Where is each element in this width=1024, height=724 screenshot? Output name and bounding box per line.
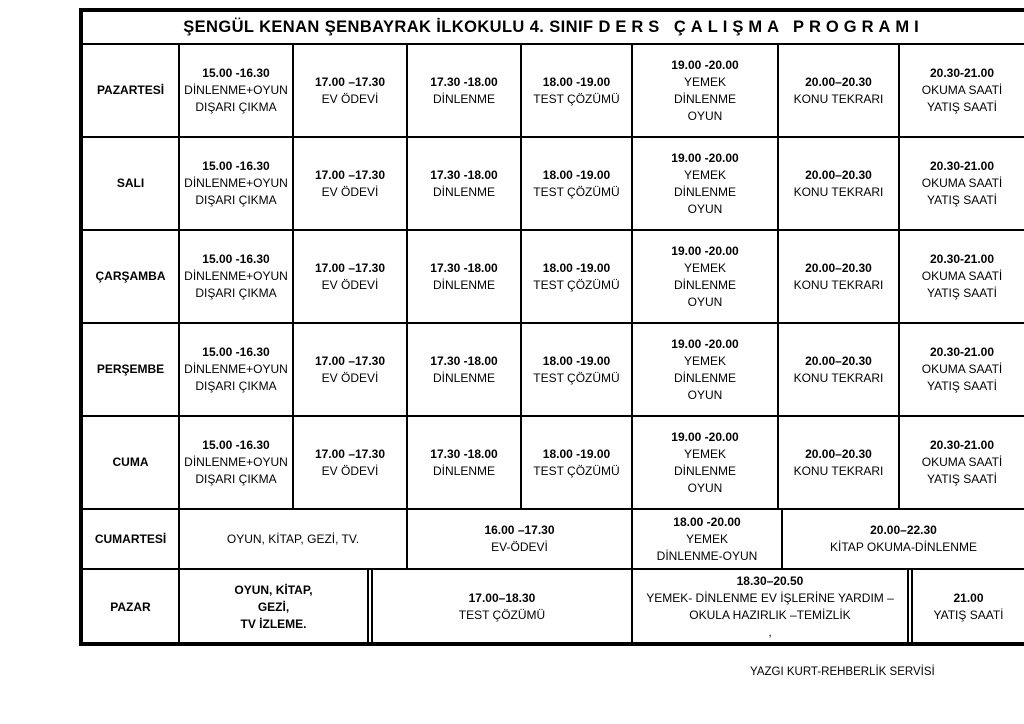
schedule-slot: [407, 44, 521, 137]
day-cell: [82, 509, 179, 569]
slot-activity: KİTAP OKUMA-DİNLENME: [830, 540, 977, 554]
slot-time: 15.00 -16.30: [202, 159, 270, 173]
slot-time: 20.30-21.00: [929, 252, 995, 266]
schedule-slot: [632, 137, 778, 230]
slot-time: 15.00 -16.30: [202, 438, 270, 452]
schedule-slot: [293, 416, 407, 509]
slot-time: 15.00 -16.30: [202, 66, 270, 80]
slot-time: 17.00 –17.30: [314, 260, 386, 275]
slot-activity: OYUN: [687, 294, 723, 309]
slot-activity: EV ÖDEVİ: [321, 91, 379, 106]
schedule-slot: [778, 137, 899, 230]
day-label: CUMARTESİ: [94, 531, 167, 546]
slot-time: 20.00–20.30: [805, 260, 872, 275]
day-cell: [82, 569, 179, 645]
slot-activity: TEST ÇÖZÜMÜ: [533, 91, 620, 106]
slot-activity: TV İZLEME.: [240, 616, 307, 631]
schedule-slot: [899, 137, 1024, 230]
slot-activity: YATIŞ SAATİ: [926, 472, 997, 486]
slot-activity: OKULA HAZIRLIK –TEMİZLİK: [689, 608, 851, 622]
slot-activity: DIŞARI ÇIKMA: [195, 193, 277, 207]
slot-activity: DİNLENME: [432, 277, 495, 292]
slot-time: 21.00: [953, 591, 984, 605]
slot-time: 15.00 -16.30: [202, 345, 270, 359]
slot-time: 16.00 –17.30: [484, 523, 555, 537]
slot-time: 19.00 -20.00: [671, 150, 739, 165]
slot-activity: TEST ÇÖZÜMÜ: [533, 370, 620, 385]
slot-activity: DIŞARI ÇIKMA: [195, 100, 277, 114]
schedule-slot: [778, 44, 899, 137]
schedule-sheet: [79, 8, 1024, 646]
slot-activity: KONU TEKRARI: [793, 91, 884, 106]
schedule-slot: [179, 137, 293, 230]
slot-activity: YEMEK: [683, 74, 726, 89]
slot-activity: YATIŞ SAATİ: [933, 608, 1004, 622]
slot-activity: KONU TEKRARI: [793, 277, 884, 292]
slot-activity: YEMEK- DİNLENME EV İŞLERİNE YARDIM –: [646, 591, 894, 605]
slot-activity: OYUN: [687, 108, 723, 123]
schedule-slot: [179, 416, 293, 509]
slot-activity: GEZİ,: [257, 599, 290, 614]
title-text: [183, 19, 924, 36]
slot-activity: TEST ÇÖZÜMÜ: [533, 184, 620, 199]
day-label: ÇARŞAMBA: [95, 269, 166, 283]
slot-time: 18.00 -19.00: [542, 446, 611, 461]
slot-time: 17.00 –17.30: [314, 74, 386, 89]
slot-time: 19.00 -20.00: [671, 57, 739, 72]
slot-time: 17.00–18.30: [468, 591, 536, 605]
slot-time: 20.30-21.00: [929, 345, 995, 359]
title-program: DERS ÇALIŞMA PROGRAMI: [598, 18, 924, 36]
slot-activity: OYUN: [687, 480, 723, 495]
schedule-slot: [632, 569, 908, 645]
slot-activity: DİNLENME: [673, 277, 736, 292]
slot-activity: DIŞARI ÇIKMA: [195, 286, 277, 300]
schedule-slot: [778, 323, 899, 416]
day-cell: [82, 137, 179, 230]
slot-time: 18.30–20.50: [736, 574, 804, 588]
slot-activity: ,: [768, 625, 772, 639]
slot-time: 17.30 -18.00: [430, 446, 498, 461]
schedule-slot: [521, 323, 632, 416]
slot-activity: KONU TEKRARI: [793, 184, 884, 199]
schedule-slot: [407, 323, 521, 416]
slot-time: 17.30 -18.00: [430, 74, 498, 89]
slot-activity: DİNLENME: [673, 91, 736, 106]
slot-time: 17.30 -18.00: [430, 167, 498, 182]
schedule-slot: [293, 44, 407, 137]
footer-credit: YAZGI KURT-REHBERLİK SERVİSİ: [750, 666, 935, 678]
schedule-slot: [407, 230, 521, 323]
slot-activity: DİNLENME+OYUN: [184, 269, 288, 283]
page-title: [82, 11, 1024, 44]
slot-activity: OYUN, KİTAP, GEZİ, TV.: [226, 531, 360, 546]
schedule-slot: [407, 137, 521, 230]
schedule-slot: [521, 137, 632, 230]
slot-activity: TEST ÇÖZÜMÜ: [458, 608, 546, 622]
schedule-slot: [778, 230, 899, 323]
slot-activity: OKUMA SAATİ: [921, 269, 1003, 283]
slot-time: 17.00 –17.30: [314, 353, 386, 368]
slot-activity: TEST ÇÖZÜMÜ: [533, 463, 620, 478]
slot-activity: YATIŞ SAATİ: [926, 193, 997, 207]
slot-time: 18.00 -19.00: [542, 74, 611, 89]
schedule-slot: [521, 230, 632, 323]
slot-time: 18.00 -19.00: [542, 167, 611, 182]
slot-time: 17.30 -18.00: [430, 353, 498, 368]
day-label: CUMA: [112, 455, 149, 469]
slot-time: 20.00–22.30: [870, 523, 937, 537]
schedule-slot: [899, 323, 1024, 416]
slot-activity: DİNLENME: [432, 463, 495, 478]
slot-activity: EV ÖDEVİ: [321, 277, 379, 292]
slot-activity: EV ÖDEVİ: [321, 370, 379, 385]
slot-time: 20.30-21.00: [929, 66, 995, 80]
schedule-slot: [632, 509, 782, 569]
schedule-slot: [899, 416, 1024, 509]
slot-time: 18.00 -19.00: [542, 353, 611, 368]
slot-activity: DİNLENME: [432, 91, 495, 106]
schedule-slot: [632, 44, 778, 137]
schedule-slot: [521, 44, 632, 137]
slot-time: 17.00 –17.30: [314, 167, 386, 182]
slot-activity: KONU TEKRARI: [793, 370, 884, 385]
slot-time: 15.00 -16.30: [202, 252, 270, 266]
slot-time: 20.00–20.30: [805, 353, 872, 368]
slot-activity: OKUMA SAATİ: [921, 455, 1003, 469]
day-label: PAZARTESİ: [96, 83, 165, 97]
slot-activity: OYUN: [687, 201, 723, 216]
slot-time: 19.00 -20.00: [671, 243, 739, 258]
slot-time: 17.00 –17.30: [314, 446, 386, 461]
slot-activity: OKUMA SAATİ: [921, 83, 1003, 97]
schedule-slot: [778, 416, 899, 509]
schedule-slot: [407, 509, 632, 569]
day-label: PAZAR: [110, 599, 151, 614]
title-main: ŞENGÜL KENAN ŞENBAYRAK İLKOKULU 4. SINIF: [183, 18, 599, 36]
schedule-slot: [407, 416, 521, 509]
day-label: SALI: [116, 176, 145, 190]
slot-activity: DİNLENME: [673, 370, 736, 385]
slot-activity: EV ÖDEVİ: [321, 184, 379, 199]
schedule-slot: [632, 230, 778, 323]
slot-activity: DİNLENME-OYUN: [656, 548, 758, 563]
schedule-slot: [293, 323, 407, 416]
slot-activity: YEMEK: [683, 260, 726, 275]
slot-activity: YEMEK: [683, 167, 726, 182]
slot-time: 17.30 -18.00: [430, 260, 498, 275]
slot-activity: YATIŞ SAATİ: [926, 379, 997, 393]
day-cell: [82, 323, 179, 416]
slot-activity: YEMEK: [685, 531, 728, 546]
schedule-slot: [179, 44, 293, 137]
slot-activity: TEST ÇÖZÜMÜ: [533, 277, 620, 292]
slot-time: 20.00–20.30: [805, 167, 872, 182]
schedule-slot: [912, 569, 1024, 645]
schedule-slot: [632, 416, 778, 509]
schedule-slot: [179, 230, 293, 323]
schedule-slot: [293, 230, 407, 323]
schedule-slot: [179, 323, 293, 416]
slot-activity: DIŞARI ÇIKMA: [195, 472, 277, 486]
schedule-slot: [521, 416, 632, 509]
slot-activity: DIŞARI ÇIKMA: [195, 379, 277, 393]
slot-activity: OKUMA SAATİ: [921, 362, 1003, 376]
slot-activity: OYUN: [687, 387, 723, 402]
slot-activity: YATIŞ SAATİ: [926, 286, 997, 300]
slot-activity: YEMEK: [683, 353, 726, 368]
slot-time: 20.30-21.00: [929, 438, 995, 452]
slot-time: 18.00 -19.00: [542, 260, 611, 275]
slot-time: 19.00 -20.00: [671, 429, 739, 444]
schedule-slot: [632, 323, 778, 416]
day-cell: [82, 44, 179, 137]
slot-time: 20.00–20.30: [805, 74, 872, 89]
day-cell: [82, 230, 179, 323]
slot-activity: DİNLENME: [673, 184, 736, 199]
schedule-slot: [899, 44, 1024, 137]
slot-activity: YATIŞ SAATİ: [926, 100, 997, 114]
slot-activity: DİNLENME: [432, 184, 495, 199]
schedule-slot: [782, 509, 1024, 569]
day-cell: [82, 416, 179, 509]
slot-time: 20.30-21.00: [929, 159, 995, 173]
schedule-slot: [179, 569, 368, 645]
slot-activity: YEMEK: [683, 446, 726, 461]
slot-activity: OKUMA SAATİ: [921, 176, 1003, 190]
day-label: PERŞEMBE: [96, 362, 165, 376]
slot-activity: DİNLENME: [673, 463, 736, 478]
slot-time: 18.00 -20.00: [673, 514, 741, 529]
slot-activity: EV-ÖDEVİ: [491, 540, 548, 554]
slot-activity: EV ÖDEVİ: [321, 463, 379, 478]
slot-activity: KONU TEKRARI: [793, 463, 884, 478]
schedule-slot: [293, 137, 407, 230]
slot-activity: DİNLENME+OYUN: [184, 362, 288, 376]
schedule-slot: [899, 230, 1024, 323]
slot-time: 19.00 -20.00: [671, 336, 739, 351]
slot-time: 20.00–20.30: [805, 446, 872, 461]
slot-activity: DİNLENME: [432, 370, 495, 385]
schedule-slot: [372, 569, 632, 645]
slot-activity: OYUN, KİTAP,: [234, 582, 313, 597]
schedule-slot: [179, 509, 407, 569]
slot-activity: DİNLENME+OYUN: [184, 176, 288, 190]
slot-activity: DİNLENME+OYUN: [184, 83, 288, 97]
slot-activity: DİNLENME+OYUN: [184, 455, 288, 469]
